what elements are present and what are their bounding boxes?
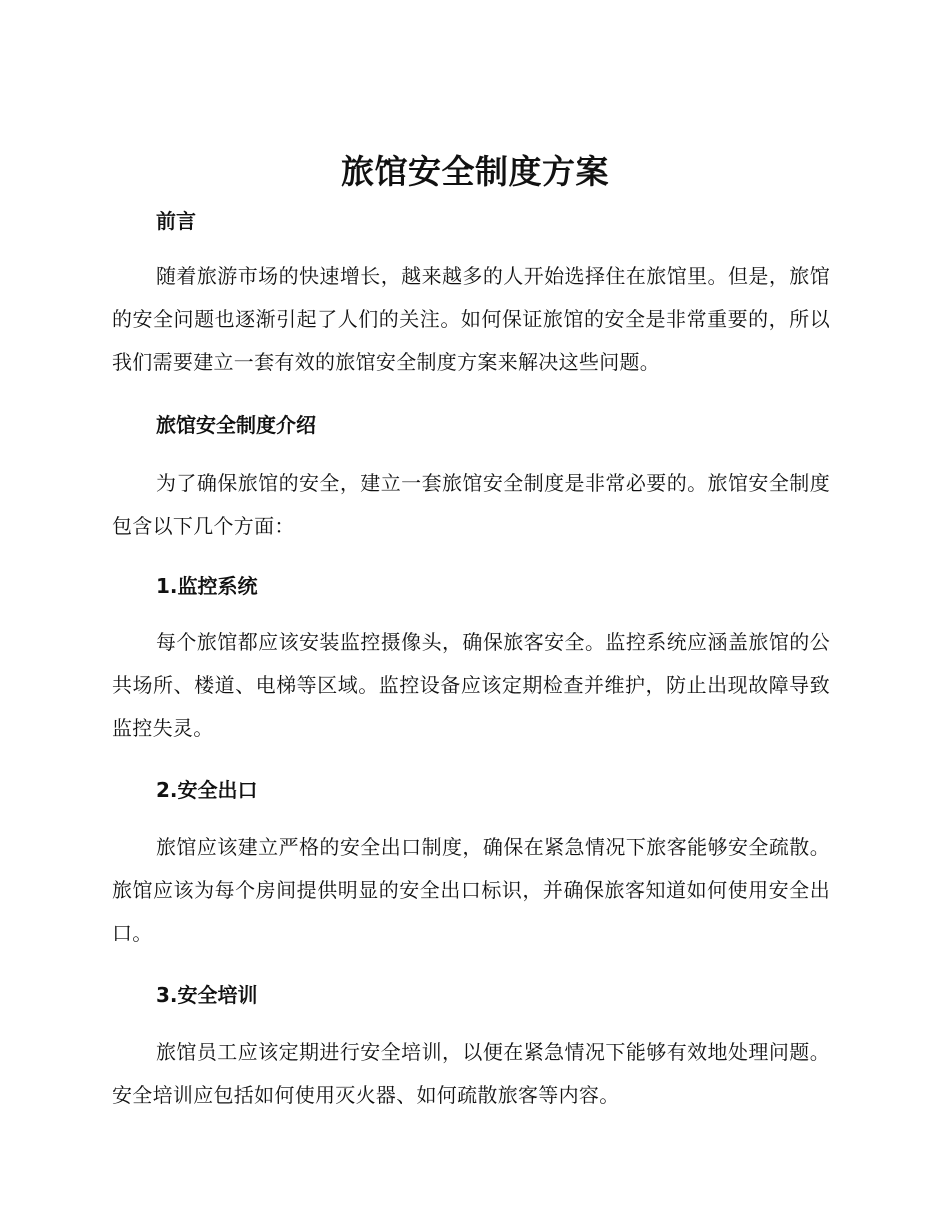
document-title: 旅馆安全制度方案 xyxy=(341,152,609,191)
section-heading-training: 3.安全培训 xyxy=(156,983,258,1007)
section-paragraph-preface: 随着旅游市场的快速增长，越来越多的人开始选择住在旅馆里。但是，旅馆的安全问题也逐渐引起了人们的关注。如何保证旅馆的安全是非常重要的，所以我们需要建立一套有效的旅馆安全制度方案来解决这些问题。 xyxy=(112,264,830,374)
section-heading-preface: 前言 xyxy=(156,209,196,233)
section-heading-intro: 旅馆安全制度介绍 xyxy=(156,413,316,437)
section-paragraph-intro: 为了确保旅馆的安全，建立一套旅馆安全制度是非常必要的。旅馆安全制度包含以下几个方面： xyxy=(112,471,830,538)
section-heading-monitoring: 1.监控系统 xyxy=(156,574,258,598)
section-paragraph-training: 旅馆员工应该定期进行安全培训，以便在紧急情况下能够有效地处理问题。安全培训应包括如何使用灭火器、如何疏散旅客等内容。 xyxy=(112,1040,830,1107)
section-heading-exits: 2.安全出口 xyxy=(156,778,258,802)
section-paragraph-monitoring: 每个旅馆都应该安装监控摄像头，确保旅客安全。监控系统应涵盖旅馆的公共场所、楼道、电梯等区域。监控设备应该定期检查并维护，防止出现故障导致监控失灵。 xyxy=(112,630,830,740)
section-paragraph-exits: 旅馆应该建立严格的安全出口制度，确保在紧急情况下旅客能够安全疏散。旅馆应该为每个房间提供明显的安全出口标识，并确保旅客知道如何使用安全出口。 xyxy=(112,835,830,945)
